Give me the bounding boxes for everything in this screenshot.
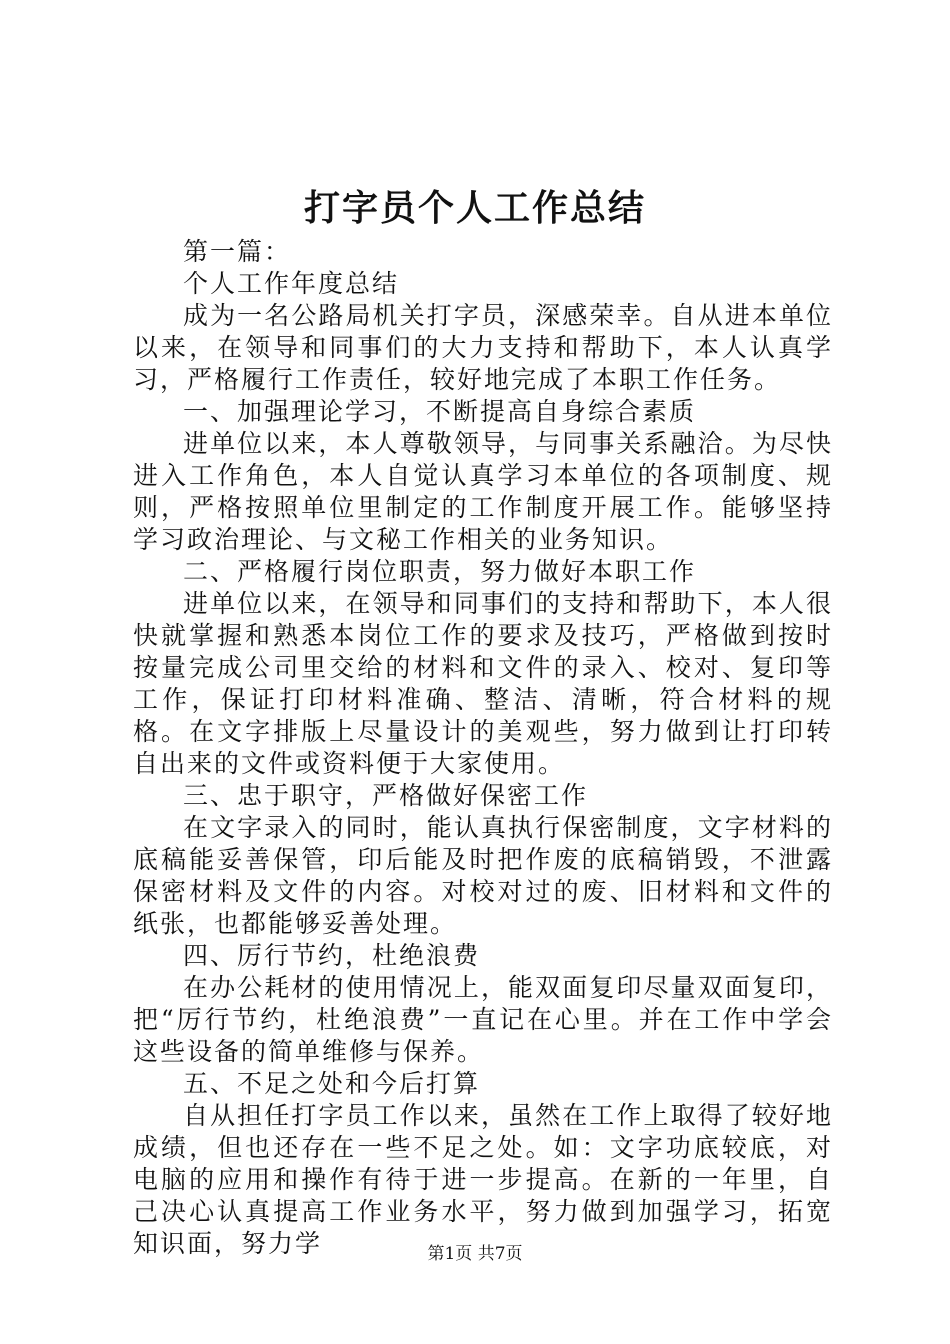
paragraph-section-1: 进单位以来，本人尊敬领导，与同事关系融洽。为尽快进入工作角色，本人自觉认真学习本单位的各项制度、规则，严格按照单位里制定的工作制度开展工作。能够坚持学习政治理论、与文秘工作相关的业务知识。 [133,429,833,554]
heading-section-3: 三、忠于职守，严格做好保密工作 [183,781,589,810]
paragraph-section-3: 在文字录入的同时，能认真执行保密制度，文字材料的底稿能妥善保管，印后能及时把作废的底稿销毁，不泄露保密材料及文件的内容。对校对过的废、旧材料和文件的纸张，也都能够妥善处理。 [133,813,833,938]
paragraph-section-4: 在办公耗材的使用情况上，能双面复印尽量双面复印，把“厉行节约，杜绝浪费”一直记在心里。并在工作中学会这些设备的简单维修与保养。 [133,973,833,1066]
paragraph-section-label: 第一篇： [183,237,292,266]
paragraph-subtitle: 个人工作年度总结 [183,269,400,298]
paragraph-intro: 成为一名公路局机关打字员，深感荣幸。自从进本单位以来，在领导和同事们的大力支持和帮助下，本人认真学习，严格履行工作责任，较好地完成了本职工作任务。 [133,301,833,394]
paragraph-section-2: 进单位以来，在领导和同事们的支持和帮助下，本人很快就掌握和熟悉本岗位工作的要求及技巧，严格做到按时按量完成公司里交给的材料和文件的录入、校对、复印等工作，保证打印材料准确、整洁、清晰，符合材料的规格。在文字排版上尽量设计的美观些，努力做到让打印转自出来的文件或资料便于大家使用。 [133,589,833,778]
document-body [133,236,833,1260]
paragraph-section-5: 自从担任打字员工作以来，虽然在工作上取得了较好地成绩，但也还存在一些不足之处。如：文字功底较底，对电脑的应用和操作有待于进一步提高。在新的一年里，自己决心认真提高工作业务水平，努力做到加强学习，拓宽知识面，努力学 [133,1101,833,1258]
heading-section-1: 一、加强理论学习，不断提高自身综合素质 [183,397,697,426]
heading-section-2: 二、严格履行岗位职责，努力做好本职工作 [183,557,697,586]
document-title: 打字员个人工作总结 [303,187,646,229]
page-number-footer: 第1页 共7页 [427,1244,523,1264]
heading-section-5: 五、不足之处和今后打算 [183,1069,481,1098]
heading-section-4: 四、厉行节约，杜绝浪费 [183,941,481,970]
